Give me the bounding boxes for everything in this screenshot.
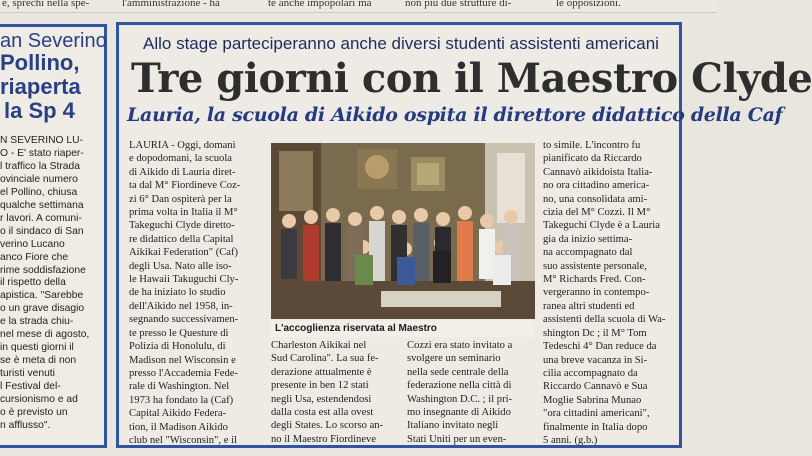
top-strip [0, 0, 717, 13]
article-text-line: di Aikido di Lauria diret- [129, 166, 236, 178]
article-text-line: prima volta in Italia il M° [129, 207, 238, 219]
left-body-line: O - E' stato riaper- [0, 147, 84, 159]
article-text-line: no il Maestro Fiordineve [271, 433, 377, 445]
article-text-line: 5 anni. (g.b.) [543, 434, 598, 446]
article-text-line: vergeranno in contempo- [543, 287, 650, 299]
left-headline-line: la Sp 4 [4, 98, 75, 123]
article-text-line: te presso le Questure di [129, 327, 229, 339]
article-column-2 [271, 339, 403, 446]
article-text-line: mo insegnante di Aikido [407, 407, 511, 419]
article-text-line: gia da inizio settima- [543, 233, 633, 245]
article-text-line: una breve vacanza in Si- [543, 354, 648, 366]
article-text-line: presente in ben 12 stati [271, 380, 369, 392]
article-column-4 [543, 139, 671, 447]
article-text-line: negli Usa, estendendosi [271, 393, 372, 405]
article-text-line: no, una consolidata ami- [543, 193, 648, 205]
left-body-line: verino Lucano [0, 238, 65, 250]
article-text-line: de ha iniziato lo studio [129, 287, 226, 299]
article-text-line: le Hawaii Takuguchi Cly- [129, 274, 239, 286]
article-text-line: segnando successivamen- [129, 314, 239, 326]
article-column-3 [407, 339, 533, 446]
article-text-line: Sud Carolina". La sua fe- [271, 353, 379, 365]
article-headline: Tre giorni con il Maestro Clyde [131, 55, 812, 102]
article-text-line: nella sede centrale della [407, 366, 509, 378]
article-text-line: zi 6° Dan ospiterà per la [129, 193, 232, 205]
left-body-line: e la strada chiu- [0, 316, 74, 328]
left-headline-line: riaperta [0, 74, 81, 99]
main-article [116, 22, 812, 448]
top-strip-text: l'amministrazione - ha [122, 0, 220, 9]
group-photo-image [271, 143, 535, 319]
article-text-line: Tedeschi 4° Dan reduce da [543, 341, 657, 353]
article-text-line: to simile. L'incontro fu [543, 140, 641, 151]
article-photo [271, 143, 535, 319]
article-text-line: Aikikai Federation" (Caf) [129, 247, 239, 259]
article-text-line: Charleston Aikikai nel [271, 340, 367, 351]
article-text-line: presso l'Accademia Fede- [129, 367, 238, 379]
article-text-line: Stati Uniti per un even- [407, 433, 507, 445]
left-body-line: cursionismo e ad [0, 394, 78, 406]
top-strip-text: te anche impopolari ma [268, 0, 372, 9]
left-article-body [0, 135, 104, 433]
article-text-line: ranea altri studenti ed [543, 300, 635, 312]
top-strip-text: non più due strutture di- [405, 0, 512, 9]
left-article [0, 24, 107, 448]
article-text-line: cilia accompagnato da [543, 367, 638, 379]
article-text-line: Moglie Sabrina Munao [543, 394, 642, 406]
article-text-line: club nel "Wisconsin", e il [129, 434, 237, 446]
article-text-line: dalla costa est alla ovest [271, 407, 374, 419]
article-text-line: svolgere un seminario [407, 353, 501, 365]
top-strip-text: e, sprechi nella spe- [2, 0, 90, 9]
left-body-line: o un grave disagio [0, 303, 85, 315]
article-text-line: Washington D.C. ; il pri- [407, 393, 513, 405]
article-subheadline: Lauria, la scuola di Aikido ospita il direttore didattico della Caf [127, 104, 783, 126]
left-body-line: qualche settimana [0, 199, 84, 211]
left-body-line: rime soddisfazione [0, 264, 86, 276]
article-text-line: e dopodomani, la scuola [129, 153, 232, 165]
left-body-line: in questi giorni il [0, 342, 74, 354]
article-text-line: assistenti della scuola di Wa- [543, 314, 666, 326]
photo-caption [271, 321, 535, 337]
photo-caption-text: L'accoglienza riservata al Maestro [275, 323, 437, 334]
left-body-line: apistica. "Sarebbe [0, 290, 84, 302]
article-text-line: re didattico della Capital [129, 233, 234, 245]
article-text-line: shington Dc ; il M° Tom [543, 327, 647, 339]
left-body-line: o è previsto un [0, 407, 68, 419]
article-text-line: pianificato da Riccardo [543, 153, 642, 165]
article-text-line: 1973 ha fondato la (Caf) [129, 394, 234, 406]
article-text-line: "ora cittadini americani", [543, 408, 650, 420]
left-body-line: il rispetto della [0, 277, 66, 289]
article-text-line: Cannavò aikidoista Italia- [543, 166, 653, 178]
left-headline-line: an Severino [0, 30, 107, 52]
article-text-line: Madison nel Wisconsin e [129, 354, 236, 366]
article-text-line: M° Richards Fred. Con- [543, 274, 646, 286]
article-text-line: degli Usa. Nato alle iso- [129, 260, 232, 272]
left-body-line: r lavori. A comuni- [0, 212, 82, 224]
left-body-line: nel mese di agosto, [0, 329, 90, 341]
left-body-line: anco Fiore che [0, 251, 69, 263]
top-strip-text: le opposizioni. [556, 0, 621, 9]
left-body-line: turisti venuti [0, 368, 55, 380]
article-text-line: Takeguchi Clyde è a Lauria [543, 220, 660, 232]
left-headline-line: Pollino, [0, 50, 80, 75]
article-text-line: na accompagnato dal [543, 247, 633, 259]
article-text-line: LAURIA - Oggi, domani [129, 140, 236, 151]
article-text-line: rale di Washington. Nel [129, 381, 230, 393]
article-text-line: Polizia di Honolulu, di [129, 341, 226, 353]
left-body-line: el Pollino, chiusa [0, 186, 78, 198]
article-text-line: suo assistente personale, [543, 260, 647, 272]
left-body-line: ovinciale numero [0, 173, 78, 185]
article-text-line: dell'Aikido nel 1958, in- [129, 300, 233, 312]
article-text-line: Capital Aikido Federa- [129, 408, 227, 420]
article-text-line: cizia del M° Cozzi. Il M° [543, 207, 651, 219]
left-body-line: n afflusso". [0, 419, 51, 431]
article-text-line: ta dal M° Fiordineve Coz- [129, 180, 241, 192]
left-body-line: l Festival del- [0, 381, 61, 393]
article-text-line: tion, il Madison Aikido [129, 421, 228, 433]
article-text-line: federazione nella città di [407, 380, 512, 392]
article-text-line: Cozzi era stato invitato a [407, 340, 513, 351]
left-body-line: l traffico la Strada [0, 160, 80, 172]
article-text-line: Italiano invitato negli [407, 420, 499, 432]
left-body-line: se è meta di non [0, 355, 77, 367]
article-kicker: Allo stage parteciperanno anche diversi studenti assistenti americani [143, 34, 659, 53]
left-article-headline [0, 30, 107, 123]
article-column-1 [129, 139, 269, 447]
article-text-line: Takeguchi Clyde diretto- [129, 220, 235, 232]
article-text-line: derazione attualmente è [271, 366, 372, 378]
left-body-line: N SEVERINO LU- [0, 135, 83, 146]
article-text-line: finalmente in Italia dopo [543, 421, 648, 433]
article-text-line: degli States. Lo scorso an- [271, 420, 384, 432]
article-text-line: no ora cittadino america- [543, 180, 650, 192]
article-text-line: Riccardo Cannavò e Sua [543, 381, 648, 393]
left-body-line: o il sindaco di San [0, 225, 84, 237]
